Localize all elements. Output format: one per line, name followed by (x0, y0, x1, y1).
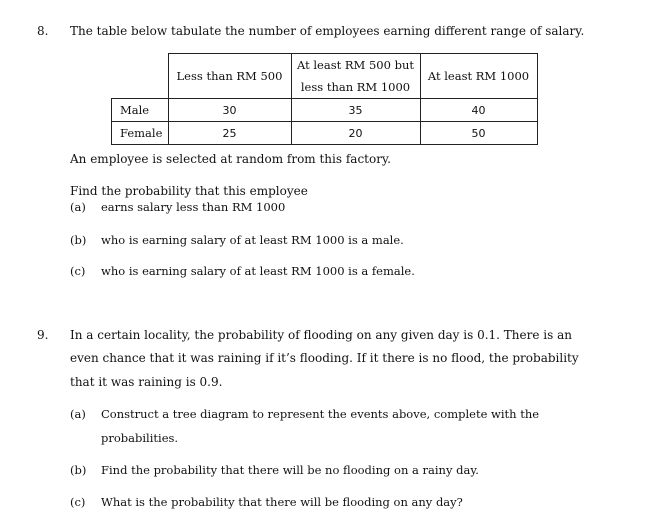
q8-intro: The table below tabulate the number of employees earning different range of salary. (70, 24, 585, 38)
q9-part-a-line-2: probabilities. (101, 431, 179, 445)
q9-number: 9. (37, 328, 49, 342)
q8-part-c-label: (c) (70, 264, 86, 278)
q9-part-c-text: What is the probability that there will be flooding on any day? (101, 495, 463, 509)
q8-part-b-text: who is earning salary of at least RM 1000 is a male. (101, 233, 404, 247)
q9-line-3: that it was raining is 0.9. (70, 375, 223, 389)
q8-part-a-text: earns salary less than RM 1000 (101, 200, 286, 214)
q8-after-table: An employee is selected at random from this factory. (70, 152, 391, 166)
cell-male-at-least-1000: 40 (420, 99, 537, 122)
table-row (112, 99, 538, 122)
q9-part-a-label: (a) (70, 407, 86, 421)
q9-part-a-line-1: Construct a tree diagram to represent the events above, complete with the (101, 407, 540, 421)
cell-female-at-least-1000: 50 (420, 122, 537, 145)
q9-line-2: even chance that it was raining if it’s flooding. If it there is no flood, the probability (70, 351, 579, 365)
q9-line-1: In a certain locality, the probability of flooding on any given day is 0.1. There is an (70, 328, 572, 342)
cell-female-less-500: 25 (168, 122, 291, 145)
q8-number: 8. (37, 24, 49, 38)
table-corner (112, 54, 169, 99)
cell-female-500-1000: 20 (291, 122, 420, 145)
header-500-1000: At least RM 500 but less than RM 1000 (291, 54, 420, 99)
q9-part-c-label: (c) (70, 495, 86, 509)
q9-part-b-text: Find the probability that there will be no flooding on a rainy day. (101, 463, 479, 477)
q8-part-a-label: (a) (70, 200, 86, 214)
header-at-least-1000: At least RM 1000 (420, 54, 537, 99)
row-label-female: Female (112, 122, 169, 145)
q8-part-b-label: (b) (70, 233, 87, 247)
q8-find: Find the probability that this employee (70, 184, 308, 198)
table-row (112, 122, 538, 145)
q8-part-c-text: who is earning salary of at least RM 1000 is a female. (101, 264, 415, 278)
header-less-500: Less than RM 500 (168, 54, 291, 99)
row-label-male: Male (112, 99, 169, 122)
cell-male-500-1000: 35 (291, 99, 420, 122)
cell-male-less-500: 30 (168, 99, 291, 122)
salary-table (111, 53, 538, 145)
q9-part-b-label: (b) (70, 463, 87, 477)
